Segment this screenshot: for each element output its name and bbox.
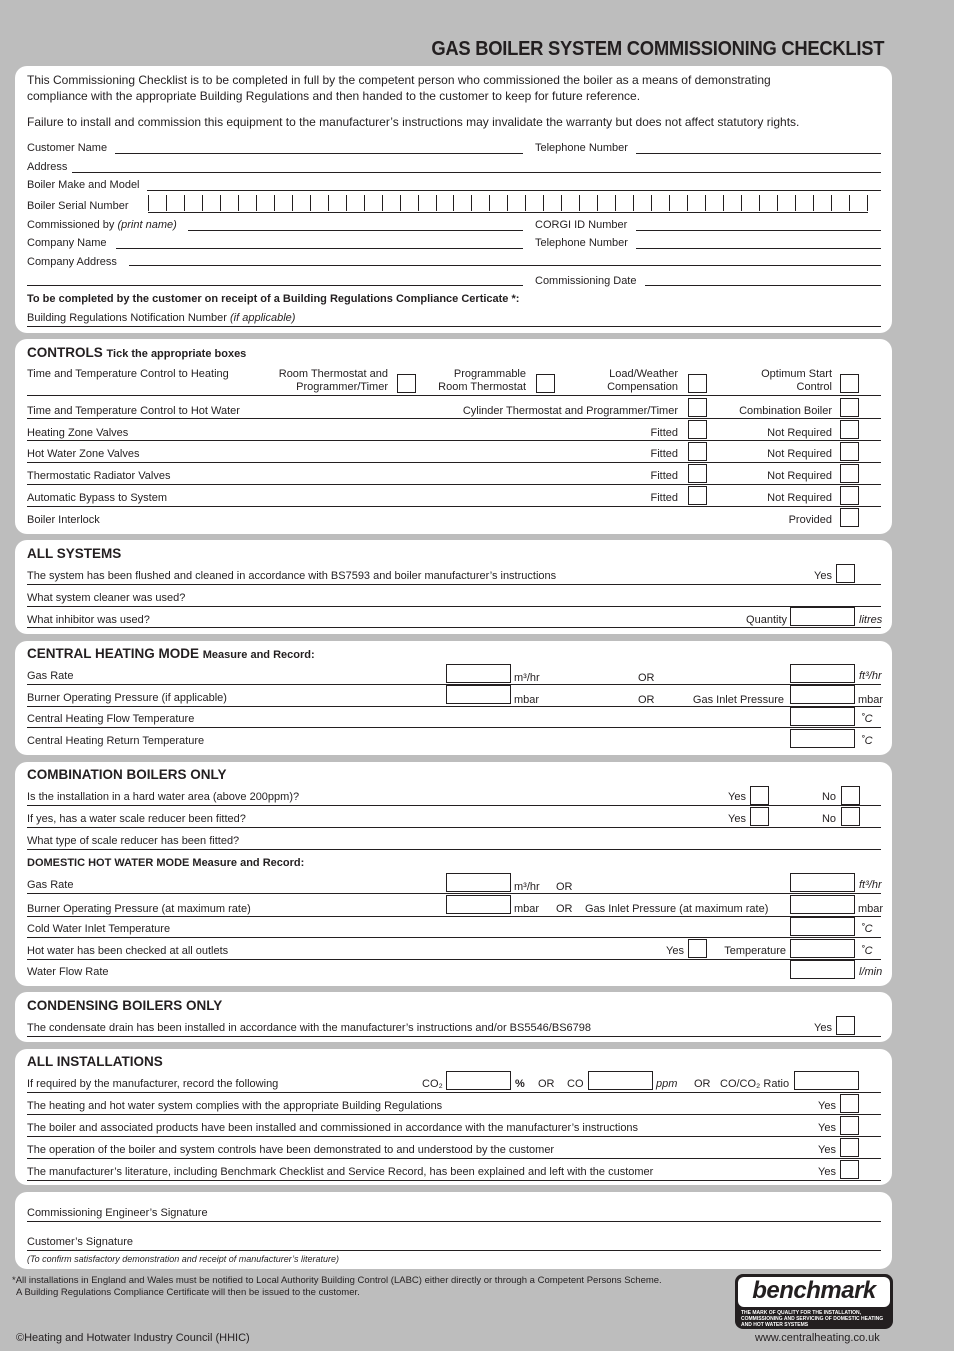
dhw-gas-rate-m3-input[interactable] <box>446 873 511 892</box>
divider <box>27 1092 881 1093</box>
dhw-heading: DOMESTIC HOT WATER MODE Measure and Record: <box>27 857 305 869</box>
yes-label: Yes <box>666 945 684 957</box>
dhw-burner-label: Burner Operating Pressure (at maximum rate) <box>27 903 251 915</box>
all-installations-heading: ALL INSTALLATIONS <box>27 1054 163 1069</box>
hot-water-zone-not-required-checkbox[interactable] <box>840 442 859 461</box>
divider <box>27 395 881 396</box>
telephone-2-field[interactable] <box>636 248 881 249</box>
inhibitor-field[interactable] <box>27 627 881 628</box>
controls-heading: CONTROLS Tick the appropriate boxes <box>27 345 247 360</box>
company-address-field-2[interactable] <box>27 285 523 286</box>
scale-fitted-label: If yes, has a water scale reducer been fitted? <box>27 813 246 825</box>
scale-fitted-no-checkbox[interactable] <box>841 807 860 826</box>
or-label: OR <box>638 694 655 706</box>
combination-heading: COMBINATION BOILERS ONLY <box>27 767 227 782</box>
hot-checked-yes-checkbox[interactable] <box>688 939 707 958</box>
lmin-unit: l/min <box>859 966 883 978</box>
co2-input[interactable] <box>446 1071 511 1090</box>
company-name-label: Company Name <box>27 237 107 249</box>
divider <box>27 827 881 828</box>
ratio-label: CO/CO₂ Ratio <box>720 1078 790 1090</box>
customer-signature-field[interactable] <box>27 1250 881 1251</box>
ratio-input[interactable] <box>794 1071 859 1090</box>
combination-checkbox[interactable] <box>840 398 859 417</box>
customer-name-field[interactable] <box>115 153 523 154</box>
literature-yes-checkbox[interactable] <box>840 1160 859 1179</box>
room-thermostat-label: Room Thermostat and Programmer/Timer <box>278 368 388 393</box>
bypass-label: Automatic Bypass to System <box>27 492 167 504</box>
or-label: OR <box>638 672 655 684</box>
engineer-signature-label: Commissioning Engineer’s Signature <box>27 1207 208 1219</box>
company-name-field[interactable] <box>116 248 523 249</box>
flow-rate-input[interactable] <box>790 960 855 979</box>
engineer-signature-field[interactable] <box>27 1221 881 1222</box>
cleaner-label: What system cleaner was used? <box>27 592 186 604</box>
co-label: CO <box>567 1078 584 1090</box>
commissioned-by-label: Commissioned by (print name) <box>27 219 177 231</box>
quantity-input[interactable] <box>790 607 855 626</box>
programmable-checkbox[interactable] <box>536 374 555 393</box>
optimum-start-label: Optimum Start Control <box>761 368 832 393</box>
commissioning-date-field[interactable] <box>645 285 881 286</box>
flow-rate-label: Water Flow Rate <box>27 966 109 978</box>
installed-yes-checkbox[interactable] <box>840 1116 859 1135</box>
yes-label: Yes <box>728 791 746 803</box>
divider <box>27 1114 881 1115</box>
litres-unit: litres <box>859 614 883 626</box>
footer-note-1: *All installations in England and Wales must be notified to Local Authority Building Control (LABC) either directly or through a Competent Persons Scheme. <box>12 1275 662 1286</box>
customer-note: To be completed by the customer on receipt of a Building Regulations Compliance Certicate *: <box>27 293 520 305</box>
ppm-unit: ppm <box>656 1078 678 1090</box>
divider <box>27 1180 881 1181</box>
copyright: ©Heating and Hotwater Industry Council (HHIC) <box>16 1332 250 1344</box>
address-field[interactable] <box>72 172 881 173</box>
not-required-label: Not Required <box>767 448 832 460</box>
trv-label: Thermostatic Radiator Valves <box>27 470 171 482</box>
bypass-not-required-checkbox[interactable] <box>840 486 859 505</box>
scale-type-label: What type of scale reducer has been fitted? <box>27 835 240 847</box>
intro-line-1: This Commissioning Checklist is to be completed in full by the competent person who commissioned the boiler as a means of demonstrating <box>27 73 771 87</box>
ch-burner-input[interactable] <box>446 685 511 704</box>
trv-not-required-checkbox[interactable] <box>840 464 859 483</box>
interlock-label: Boiler Interlock <box>27 514 100 526</box>
telephone-2-label: Telephone Number <box>535 237 628 249</box>
ch-burner-label: Burner Operating Pressure (if applicable) <box>27 692 227 704</box>
temperature-label: Temperature <box>724 945 786 957</box>
combination-label: Combination Boiler <box>739 405 832 417</box>
ch-gas-inlet-input[interactable] <box>790 685 855 704</box>
intro-line-2: compliance with the appropriate Building Regulations and then handed to the customer to keep for future reference. <box>27 89 641 103</box>
or-label: OR <box>538 1078 555 1090</box>
deg-c-unit: ˚C <box>861 735 873 747</box>
benchmark-logo-word: benchmark <box>752 1277 876 1304</box>
scale-fitted-yes-checkbox[interactable] <box>750 807 769 826</box>
serial-label: Boiler Serial Number <box>27 200 129 212</box>
corgi-field[interactable] <box>636 230 881 231</box>
customer-name-label: Customer Name <box>27 142 108 154</box>
mbar-unit: mbar <box>858 903 884 915</box>
divider <box>27 418 881 419</box>
interlock-provided-checkbox[interactable] <box>840 508 859 527</box>
installed-label: The boiler and associated products have been installed and commissioned in accordance with the manufacturer’s instructions <box>27 1122 639 1134</box>
heating-zone-label: Heating Zone Valves <box>27 427 129 439</box>
hard-water-label: Is the installation in a hard water area (above 200ppm)? <box>27 791 300 803</box>
cold-inlet-label: Cold Water Inlet Temperature <box>27 923 171 935</box>
cleaner-field[interactable] <box>27 606 881 607</box>
boiler-make-field[interactable] <box>147 190 881 191</box>
load-weather-label: Load/Weather Compensation <box>607 368 678 393</box>
deg-c-unit: ˚C <box>861 945 873 957</box>
programmable-label: Programmable Room Thermostat <box>438 368 526 393</box>
divider <box>27 727 881 728</box>
flushed-yes-checkbox[interactable] <box>836 564 855 583</box>
yes-label: Yes <box>728 813 746 825</box>
divider <box>27 1158 881 1159</box>
demonstrated-yes-checkbox[interactable] <box>840 1138 859 1157</box>
serial-number-field[interactable] <box>148 195 868 213</box>
divider <box>27 462 881 463</box>
heating-zone-not-required-checkbox[interactable] <box>840 420 859 439</box>
cylinder-label: Cylinder Thermostat and Programmer/Timer <box>462 405 678 417</box>
inhibitor-label: What inhibitor was used? <box>27 614 150 626</box>
ch-return-temp-input[interactable] <box>790 729 855 748</box>
yes-label: Yes <box>818 1122 836 1134</box>
fitted-label: Fitted <box>650 470 678 482</box>
intro-warranty: Failure to install and commission this equipment to the manufacturer’s instructions may invalidate the warranty but does not affect statutory rights. <box>27 115 800 129</box>
not-required-label: Not Required <box>767 492 832 504</box>
divider <box>27 937 881 938</box>
m3hr-unit: m³/hr <box>514 672 540 684</box>
ch-return-temp-label: Central Heating Return Temperature <box>27 735 205 747</box>
notification-field[interactable] <box>27 326 881 327</box>
corgi-label: CORGI ID Number <box>535 219 628 231</box>
drain-yes-checkbox[interactable] <box>836 1016 855 1035</box>
ch-gas-inlet-label: Gas Inlet Pressure <box>692 694 784 706</box>
provided-label: Provided <box>788 514 832 526</box>
central-heating-heading: CENTRAL HEATING MODE Measure and Record: <box>27 646 315 661</box>
fitted-label: Fitted <box>650 492 678 504</box>
no-label: No <box>821 791 836 803</box>
flushed-label: The system has been flushed and cleaned in accordance with BS7593 and boiler manufacturer’s instructions <box>27 570 557 582</box>
co2-label: CO₂ <box>422 1078 443 1090</box>
telephone-field[interactable] <box>636 153 881 154</box>
dhw-gas-inlet-label: Gas Inlet Pressure (at maximum rate) <box>585 903 769 915</box>
yes-label: Yes <box>818 1144 836 1156</box>
page-title: GAS BOILER SYSTEM COMMISSIONING CHECKLIST <box>431 38 884 60</box>
benchmark-logo <box>735 1274 893 1329</box>
fitted-label: Fitted <box>650 448 678 460</box>
website-link[interactable]: www.centralheating.co.uk <box>755 1332 880 1344</box>
optimum-start-checkbox[interactable] <box>840 374 859 393</box>
mbar-unit: mbar <box>514 694 540 706</box>
commissioned-by-field[interactable] <box>188 230 523 231</box>
footer-note-2: A Building Regulations Compliance Certificate will then be issued to the customer. <box>16 1287 360 1298</box>
confirm-note: (To confirm satisfactory demonstration and receipt of manufacturer’s literature) <box>27 1254 339 1264</box>
divider <box>27 916 881 917</box>
hot-water-zone-label: Hot Water Zone Valves <box>27 448 140 460</box>
ch-flow-temp-label: Central Heating Flow Temperature <box>27 713 195 725</box>
load-weather-checkbox[interactable] <box>688 374 707 393</box>
all-systems-heading: ALL SYSTEMS <box>27 546 122 561</box>
company-address-label: Company Address <box>27 256 117 268</box>
complies-yes-checkbox[interactable] <box>840 1094 859 1113</box>
divider <box>27 1036 881 1037</box>
m3hr-unit: m³/hr <box>514 881 540 893</box>
ch-flow-temp-input[interactable] <box>790 707 855 726</box>
notification-label: Building Regulations Notification Number (if applicable) <box>27 312 296 324</box>
commissioning-date-label: Commissioning Date <box>535 275 637 287</box>
yes-label: Yes <box>818 1166 836 1178</box>
mbar-unit: mbar <box>858 694 884 706</box>
dhw-gas-rate-ft3-input[interactable] <box>790 873 855 892</box>
ch-gas-rate-ft3-input[interactable] <box>790 664 855 683</box>
divider <box>27 1136 881 1137</box>
address-label: Address <box>27 161 68 173</box>
company-address-field[interactable] <box>129 265 881 266</box>
not-required-label: Not Required <box>767 470 832 482</box>
not-required-label: Not Required <box>767 427 832 439</box>
mbar-unit: mbar <box>514 903 540 915</box>
ft3hr-unit: ft³/hr <box>859 879 882 891</box>
divider <box>27 706 881 707</box>
dhw-gas-rate-label: Gas Rate <box>27 879 74 891</box>
boiler-make-label: Boiler Make and Model <box>27 179 140 191</box>
ft3hr-unit: ft³/hr <box>859 670 882 682</box>
all-installations-panel <box>15 1049 892 1185</box>
hot-water-control-label: Time and Temperature Control to Hot Water <box>27 405 240 417</box>
ch-gas-rate-m3-input[interactable] <box>446 664 511 683</box>
complies-label: The heating and hot water system complies with the appropriate Building Regulations <box>27 1100 443 1112</box>
deg-c-unit: ˚C <box>861 923 873 935</box>
ch-gas-rate-label: Gas Rate <box>27 670 74 682</box>
literature-label: The manufacturer’s literature, including Benchmark Checklist and Service Record, has been explained and left with the customer <box>27 1166 654 1178</box>
divider <box>27 484 881 485</box>
yes-label: Yes <box>814 1022 832 1034</box>
yes-label: Yes <box>814 570 832 582</box>
record-label: If required by the manufacturer, record the following <box>27 1078 279 1090</box>
co-input[interactable] <box>588 1071 653 1090</box>
telephone-label: Telephone Number <box>535 142 628 154</box>
divider <box>27 805 881 806</box>
divider <box>27 893 881 894</box>
scale-type-field[interactable] <box>27 849 881 850</box>
heating-control-label: Time and Temperature Control to Heating <box>27 368 229 380</box>
condensing-heading: CONDENSING BOILERS ONLY <box>27 998 223 1013</box>
dhw-gas-inlet-input[interactable] <box>790 895 855 914</box>
demonstrated-label: The operation of the boiler and system controls have been demonstrated to and understood by the customer <box>27 1144 555 1156</box>
or-label: OR <box>556 903 573 915</box>
fitted-label: Fitted <box>650 427 678 439</box>
or-label: OR <box>556 881 573 893</box>
hard-water-yes-checkbox[interactable] <box>750 786 769 805</box>
yes-label: Yes <box>818 1100 836 1112</box>
or-label: OR <box>694 1078 711 1090</box>
hot-temperature-input[interactable] <box>790 939 855 958</box>
benchmark-logo-tag: THE MARK OF QUALITY FOR THE INSTALLATION, COMMISSIONING AND SERVICING OF DOMESTIC HEATING AND HOT WATER SYSTEMS <box>741 1310 884 1328</box>
cold-inlet-input[interactable] <box>790 917 855 936</box>
quantity-label: Quantity <box>746 614 787 626</box>
hard-water-no-checkbox[interactable] <box>841 786 860 805</box>
no-label: No <box>821 813 836 825</box>
drain-label: The condensate drain has been installed in accordance with the manufacturer’s instructions and/or BS5546/BS6798 <box>27 1022 592 1034</box>
deg-c-unit: ˚C <box>861 713 873 725</box>
customer-signature-label: Customer’s Signature <box>27 1236 133 1248</box>
divider <box>27 506 881 507</box>
dhw-burner-input[interactable] <box>446 895 511 914</box>
divider <box>27 584 881 585</box>
divider <box>27 440 881 441</box>
divider <box>27 959 881 960</box>
percent-unit: % <box>515 1078 525 1090</box>
hot-checked-label: Hot water has been checked at all outlets <box>27 945 229 957</box>
